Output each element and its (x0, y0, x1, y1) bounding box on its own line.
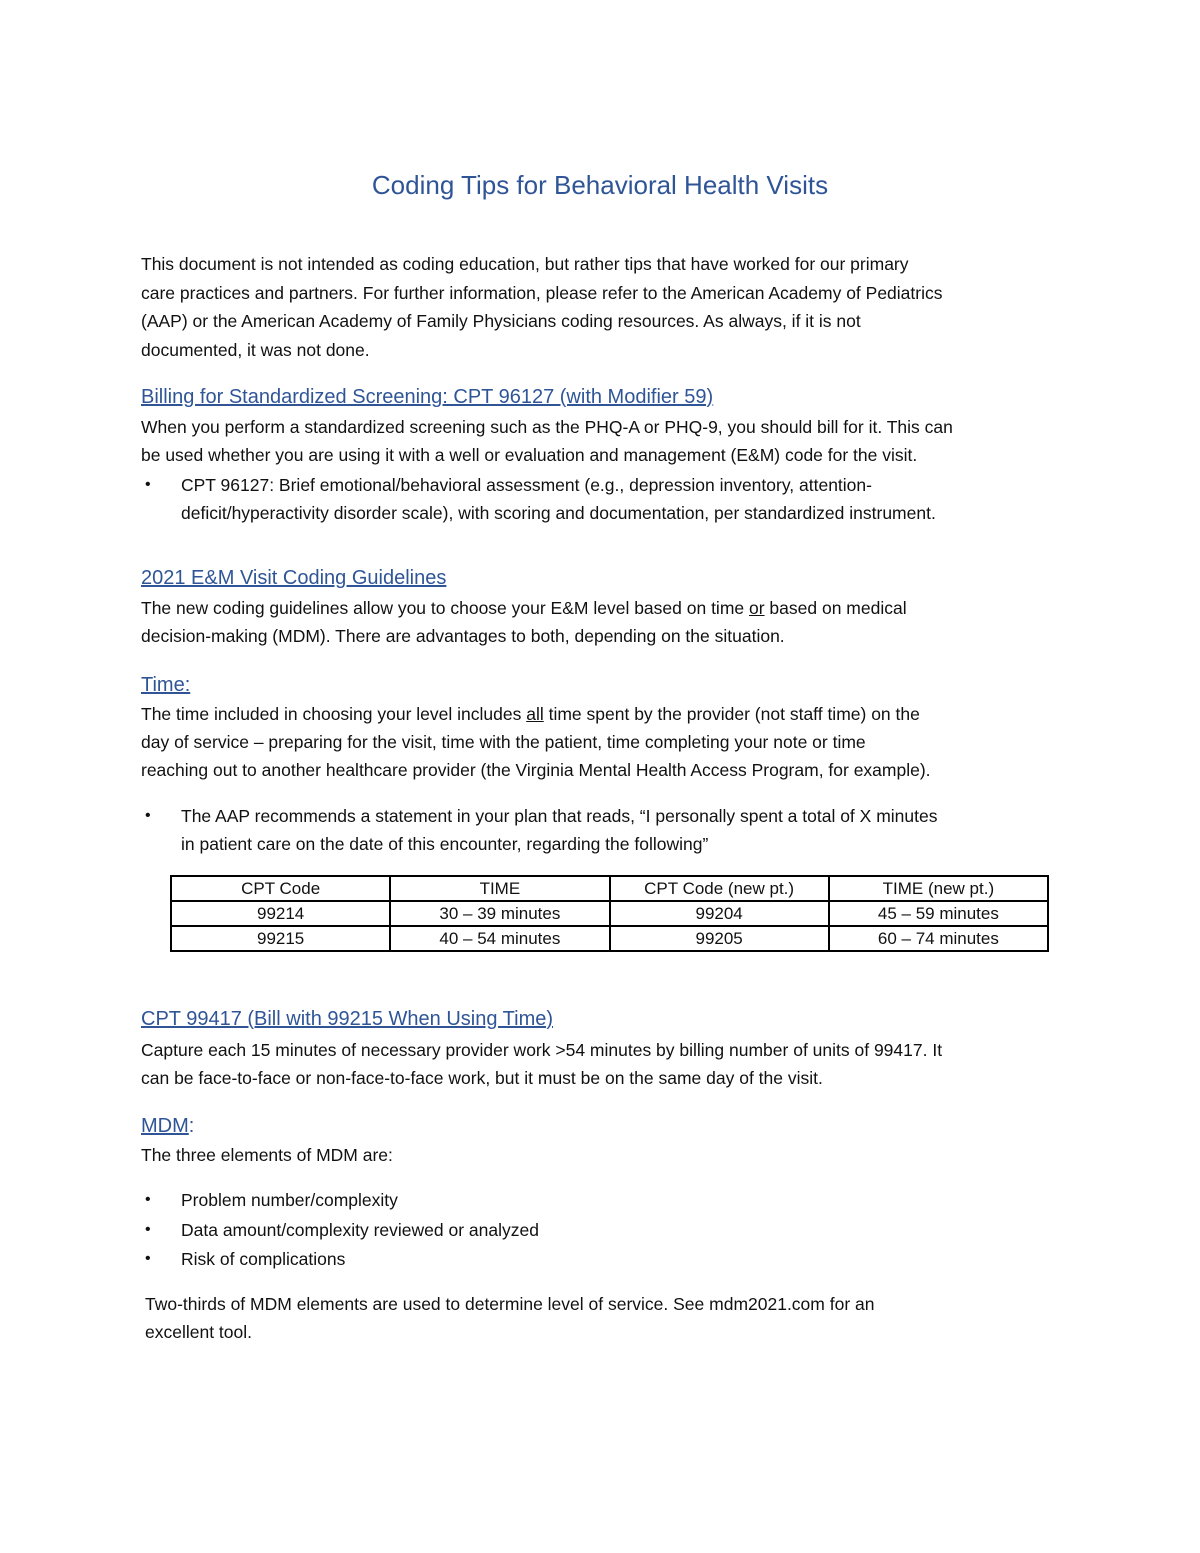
cpt99417-line-1: Capture each 15 minutes of necessary provider work >54 minutes by billing number of units of 99417. It (141, 1040, 943, 1060)
time-line-2: day of service – preparing for the visit, time with the patient, time completing your note or time (141, 732, 866, 752)
em2021-line-1-end: based on medical (764, 598, 907, 618)
em2021-line-1 (141, 594, 1071, 623)
cpt99417-heading: CPT 99417 (Bill with 99215 When Using Time) (141, 1008, 554, 1030)
bullet-icon: • (145, 1191, 151, 1208)
intro-line-4: documented, it was not done. (141, 340, 370, 360)
time-all-emphasis: all (526, 704, 544, 724)
document-title: Coding Tips for Behavioral Health Visits (371, 170, 829, 200)
em2021-line-2: decision-making (MDM). There are advantages to both, depending on the situation. (141, 626, 785, 646)
time-line-1-end: time spent by the provider (not staff time) on the (543, 704, 920, 724)
table-header-cell: TIME (new pt.) (829, 876, 1048, 901)
table-cell: 99205 (610, 926, 829, 951)
table-cell: 40 – 54 minutes (390, 926, 609, 951)
time-line-1-start: The time included in choosing your level includes (141, 704, 527, 724)
time-heading: Time: (141, 674, 191, 696)
table-row (171, 926, 1048, 951)
table-header-cell: TIME (390, 876, 609, 901)
screening-heading: Billing for Standardized Screening: CPT 96127 (with Modifier 59) (141, 386, 714, 408)
time-line-1 (141, 700, 1071, 729)
table-header-cell: CPT Code (171, 876, 390, 901)
screening-line-2: be used whether you are using it with a well or evaluation and management (E&M) code for the visit. (141, 445, 918, 465)
mdm-heading-colon: : (188, 1115, 195, 1137)
time-bullet-line-1: The AAP recommends a statement in your plan that reads, “I personally spent a total of X minutes (181, 806, 938, 826)
mdm-heading-word: MDM (141, 1115, 189, 1137)
screening-line-1: When you perform a standardized screening such as the PHQ-A or PHQ-9, you should bill for it. This can (141, 417, 953, 437)
table-row (171, 901, 1048, 926)
mdm-heading (141, 1111, 194, 1141)
intro-line-2: care practices and partners. For further information, please refer to the American Academy of Pediatrics (141, 283, 943, 303)
time-line-3: reaching out to another healthcare provider (the Virginia Mental Health Access Program, for example). (141, 760, 931, 780)
bullet-icon: • (145, 1250, 151, 1267)
bullet-icon: • (145, 1221, 151, 1238)
table-cell: 60 – 74 minutes (829, 926, 1048, 951)
mdm-closing-line-1: Two-thirds of MDM elements are used to determine level of service. See mdm2021.com for an (145, 1294, 875, 1314)
mdm-item-3: Risk of complications (181, 1249, 346, 1269)
screening-bullet-line-1: CPT 96127: Brief emotional/behavioral assessment (e.g., depression inventory, attention- (181, 475, 872, 495)
mdm-item-2: Data amount/complexity reviewed or analyzed (181, 1220, 539, 1240)
mdm-item-1: Problem number/complexity (181, 1190, 398, 1210)
mdm-intro: The three elements of MDM are: (141, 1145, 393, 1165)
bullet-icon: • (145, 807, 151, 824)
table-header-cell: CPT Code (new pt.) (610, 876, 829, 901)
intro-line-1: This document is not intended as coding education, but rather tips that have worked for our primary (141, 254, 909, 274)
cpt-time-table (170, 875, 1049, 952)
table-cell: 99214 (171, 901, 390, 926)
table-cell: 45 – 59 minutes (829, 901, 1048, 926)
table-cell: 99215 (171, 926, 390, 951)
table-header-row (171, 876, 1048, 901)
em2021-or-emphasis: or (749, 598, 765, 618)
bullet-icon: • (145, 476, 151, 493)
screening-bullet-line-2: deficit/hyperactivity disorder scale), with scoring and documentation, per standardized instrument. (181, 503, 936, 523)
intro-line-3: (AAP) or the American Academy of Family Physicians coding resources. As always, if it is not (141, 311, 861, 331)
em2021-heading: 2021 E&M Visit Coding Guidelines (141, 567, 447, 589)
time-bullet-line-2: in patient care on the date of this encounter, regarding the following” (181, 834, 709, 854)
mdm-closing-line-2: excellent tool. (145, 1322, 253, 1342)
table-cell: 99204 (610, 901, 829, 926)
cpt99417-line-2: can be face-to-face or non-face-to-face work, but it must be on the same day of the visit. (141, 1068, 823, 1088)
table-cell: 30 – 39 minutes (390, 901, 609, 926)
em2021-line-1-start: The new coding guidelines allow you to choose your E&M level based on time (141, 598, 749, 618)
